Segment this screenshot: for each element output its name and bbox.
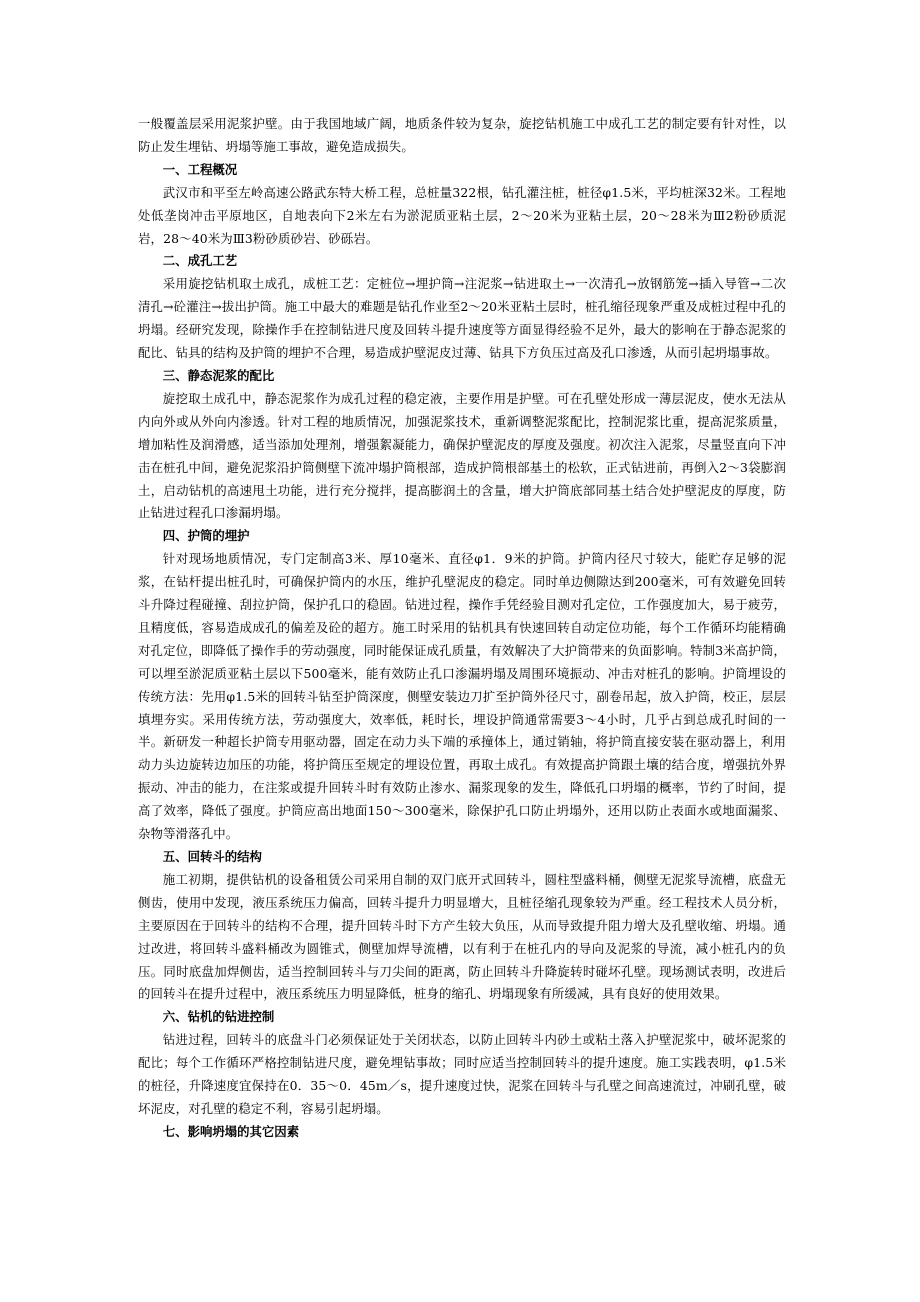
section-paragraph: 采用旋挖钻机取土成孔，成桩工艺：定桩位→埋护筒→注泥浆→钻进取土→一次清孔→放钢筋笼→插入导管→二次清孔→砼灌注→拔出护筒。施工中最大的难题是钻孔作业至2～20米亚粘土层时，桩孔缩径现象严重及成桩过程中孔的坍塌。经研究发现，除操作手在控制钻进尺度及回转斗提升速度等方面显得经验不足外，最大的影响在于静态泥浆的配比、钻具的结构及护筒的埋护不合理，易造成护壁泥皮过薄、钻具下方负压过高及孔口渗透，从而引起坍塌事故。 <box>138 276 786 361</box>
section-paragraph: 旋挖取土成孔中，静态泥浆作为成孔过程的稳定液，主要作用是护壁。可在孔壁处形成一薄层泥皮，使水无法从内向外或从外向内渗透。针对工程的地质情况，加强泥浆技术，重新调整泥浆配比，控制泥浆比重，提高泥浆质量，增加粘性及润滑感，适当添加处理剂，增强絮凝能力，确保护壁泥皮的厚度及强度。初次注入泥浆，尽量竖直向下冲击在桩孔中间，避免泥浆沿护筒侧壁下流冲塌护筒根部，造成护筒根部基土的松软，正式钻进前，再倒入2～3袋膨润土，启动钻机的高速甩土功能，进行充分搅拌，提高膨润土的含量，增大护筒底部同基土结合处护壁泥皮的厚度，防止钻进过程孔口渗漏坍塌。 <box>138 390 786 521</box>
section-6 <box>138 1006 786 1121</box>
intro-paragraph: 一般覆盖层采用泥浆护壁。由于我国地域广阔，地质条件较为复杂，旋挖钻机施工中成孔工艺的制定要有针对性，以防止发生埋钻、坍塌等施工事故，避免造成损失。 <box>138 116 786 154</box>
section-heading: 五、回转斗的结构 <box>162 849 262 864</box>
section-heading: 二、成孔工艺 <box>162 253 238 269</box>
section-paragraph: 施工初期，提供钻机的设备租赁公司采用自制的双门底开式回转斗，圆柱型盛料桶，侧壁无泥浆导流槽，底盘无侧齿，使用中发现，液压系统压力偏高，回转斗提升力明显增大，且桩径缩孔现象较为严重。经工程技术人员分析，主要原因在于回转斗的结构不合理，提升回转斗时下方产生较大负压，从而导致提升阻力增大及孔壁收缩、坍塌。通过改进，将回转斗盛料桶改为圆锥式，侧壁加焊导流槽，以有利于在桩孔内的导向及泥浆的导流，减小桩孔内的负压。同时底盘加焊侧齿，适当控制回转斗与刀尖间的距离，防止回转斗升降旋转时碰坏孔壁。现场测试表明，改进后的回转斗在提升过程中，液压系统压力明显降低，桩身的缩孔、坍塌现象有所缓减，具有良好的使用效果。 <box>138 871 786 1002</box>
section-heading: 四、护筒的埋护 <box>162 528 250 544</box>
section-1 <box>138 159 786 251</box>
section-heading: 七、影响坍塌的其它因素 <box>162 1123 300 1139</box>
document-page <box>138 113 786 1144</box>
section-heading: 六、钻机的钻进控制 <box>162 1009 275 1025</box>
section-2 <box>138 250 786 365</box>
section-paragraph: 针对现场地质情况，专门定制高3米、厚10毫米、直径φ1．9米的护筒。护筒内径尺寸较大，能贮存足够的泥浆，在钻杆提出桩孔时，可确保护筒内的水压，维护孔壁泥皮的稳定。同时单边侧隙达到200毫米，可有效避免回转斗升降过程碰撞、刮拉护筒，保护孔口的稳固。钻进过程，操作手凭经验目测对孔定位，工作强度加大，易于疲劳，且精度低，容易造成成孔的偏差及砼的超方。施工时采用的钻机具有快速回转自动定位功能，每个工作循环均能精确对孔定位，即降低了操作手的劳动强度，同时能保证成孔质量，有效解决了大护筒带来的负面影响。特制3米高护筒，可以埋至淤泥质亚粘土层以下500毫米，能有效防止孔口渗漏坍塌及周围环境振动、冲击对桩孔的影响。护筒埋设的传统方法：先用φ1.5米的回转斗钻至护筒深度，侧壁安装边刀扩至护筒外径尺寸，副卷吊起，放入护筒，校正，层层填埋夯实。采用传统方法，劳动强度大，效率低，耗时长，埋设护筒通常需要3～4小时，几乎占到总成孔时间的一半。新研发一种超长护筒专用驱动器，固定在动力头下端的承撞体上，通过销轴，将护筒直接安装在驱动器上，利用动力头边旋转边加压的功能，将护筒压至规定的埋设位置，再取土成孔。有效提高护筒跟土壤的结合度，增强抗外界振动、冲击的能力，在注浆或提升回转斗时有效防止渗水、漏浆现象的发生，降低孔口坍塌的概率，节约了时间，提高了效率，降低了强度。护筒应高出地面150～300毫米，除保护孔口防止坍塌外，还用以防止表面水或地面漏浆、杂物等滑落孔中。 <box>138 551 786 842</box>
section-5 <box>138 846 786 1006</box>
section-4 <box>138 525 786 846</box>
section-paragraph: 武汉市和平至左岭高速公路武东特大桥工程，总桩量322根，钻孔灌注桩，桩径φ1.5米，平均桩深32米。工程地处低垄岗冲击平原地区，自地表向下2米左右为淤泥质亚粘土层，2～20米为亚粘土层，20～28米为Ⅲ2粉砂质泥岩，28～40米为Ⅲ3粉砂质砂岩、砂砾岩。 <box>138 184 786 246</box>
section-heading: 三、静态泥浆的配比 <box>162 367 275 383</box>
section-heading: 一、工程概况 <box>162 161 238 177</box>
section-3 <box>138 365 786 525</box>
section-7 <box>138 1121 786 1144</box>
section-paragraph: 钻进过程，回转斗的底盘斗门必须保证处于关闭状态，以防止回转斗内砂土或粘土落入护壁泥浆中，破坏泥浆的配比；每个工作循环严格控制钻进尺度，避免埋钻事故；同时应适当控制回转斗的提升速度。施工实践表明，φ1.5米的桩径，升降速度宜保持在0．35～0．45m／s，提升速度过快，泥浆在回转斗与孔壁之间高速流过，冲刷孔壁，破坏泥皮，对孔壁的稳定不利，容易引起坍塌。 <box>138 1032 786 1116</box>
